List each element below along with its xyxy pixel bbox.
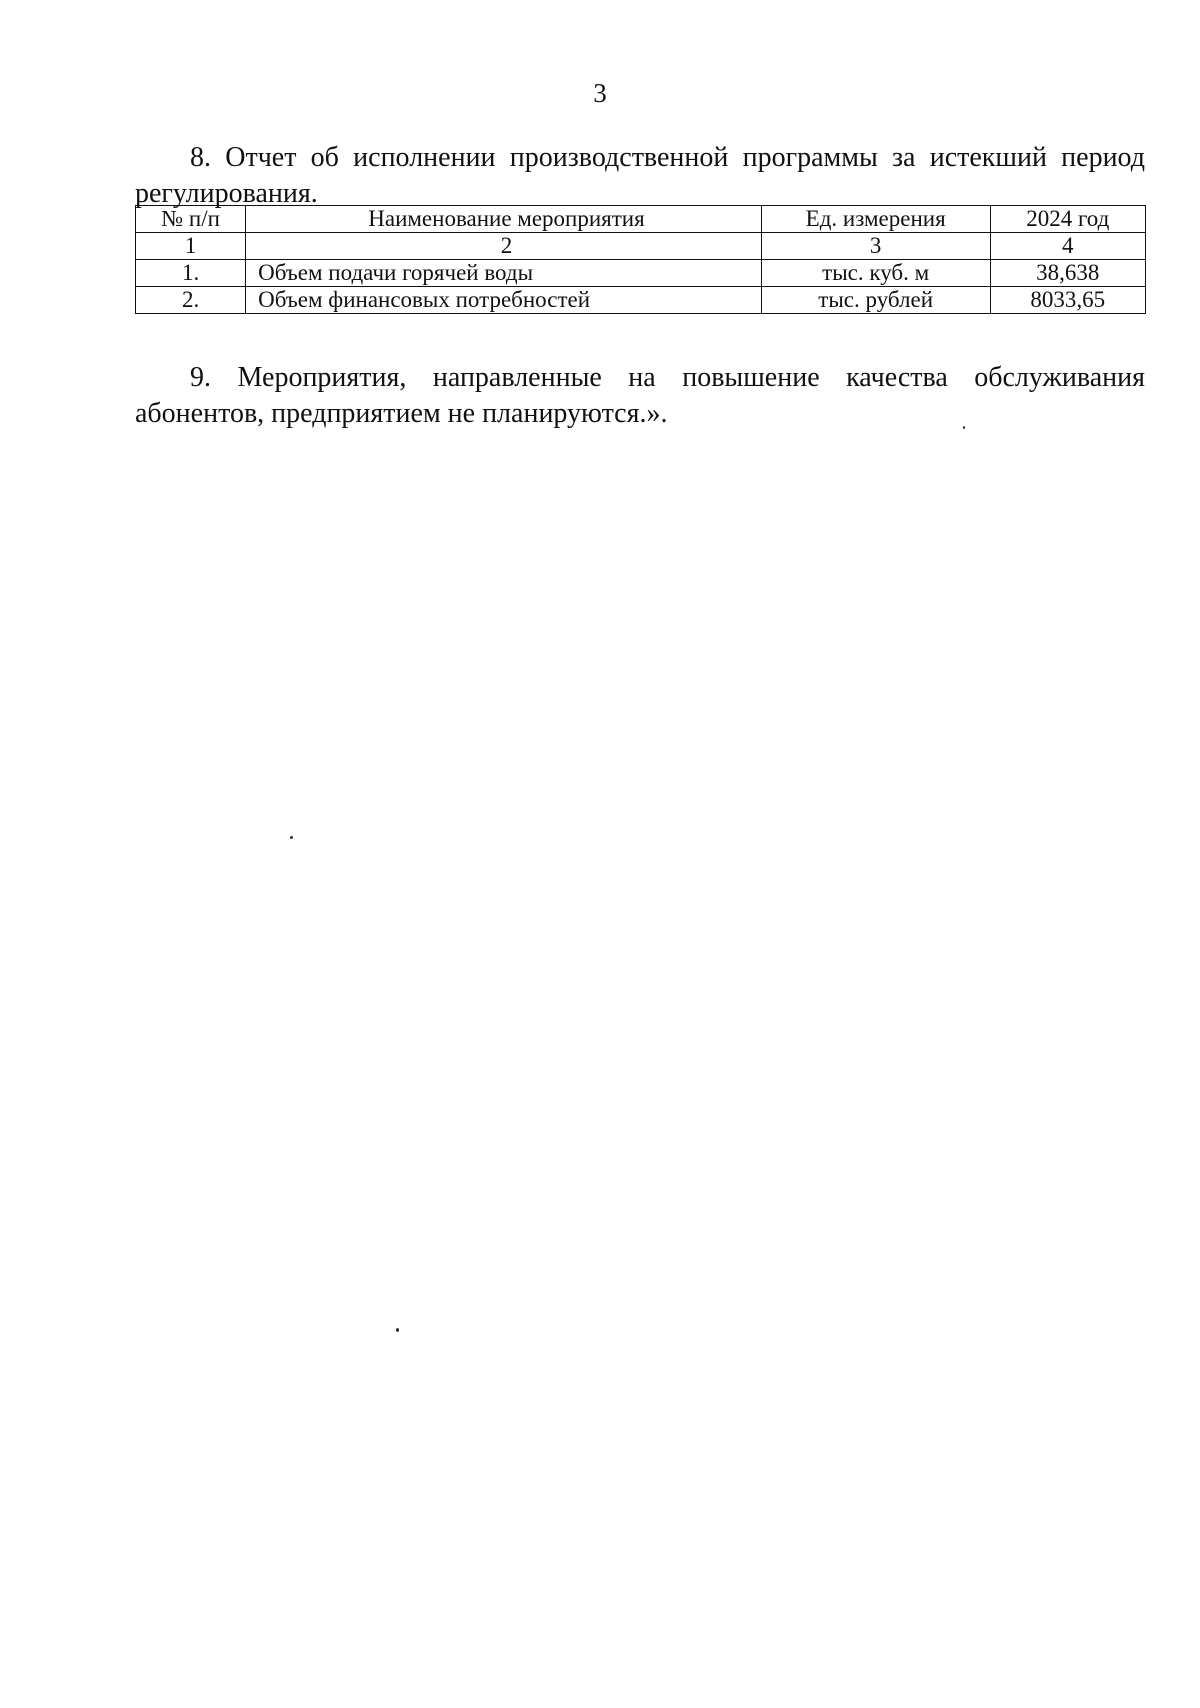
table-index-row [136,233,1146,260]
row-unit: тыс. рублей [761,287,990,314]
page-number: 3 [593,78,607,108]
table-cell: 2 [246,233,762,260]
row-number: 2. [136,287,246,314]
table-row [136,287,1146,314]
row-number: 1. [136,260,246,287]
row-value: 38,638 [990,260,1145,287]
scan-speck [963,426,965,429]
row-unit: тыс. куб. м [761,260,990,287]
section-8-heading: 8. Отчет об исполнении производственной программы за истекший период регулирования. [135,142,1145,209]
row-activity-name: Объем подачи горячей воды [246,260,762,287]
header-activity-name: Наименование мероприятия [246,206,762,233]
production-program-report-table [135,205,1146,314]
table-row [136,260,1146,287]
row-value: 8033,65 [990,287,1145,314]
table-header-row [136,206,1146,233]
scan-speck [290,836,293,839]
table-cell: 4 [990,233,1145,260]
row-activity-name: Объем финансовых потребностей [246,287,762,314]
scan-speck [396,1328,399,1332]
table-cell: 3 [761,233,990,260]
table-cell: 1 [136,233,246,260]
section-9-paragraph: 9. Мероприятия, направленные на повышение качества обслуживания абонентов, предприятием не планируются.». [135,362,1145,429]
header-number: № п/п [136,206,246,233]
header-unit: Ед. измерения [761,206,990,233]
header-year: 2024 год [990,206,1145,233]
